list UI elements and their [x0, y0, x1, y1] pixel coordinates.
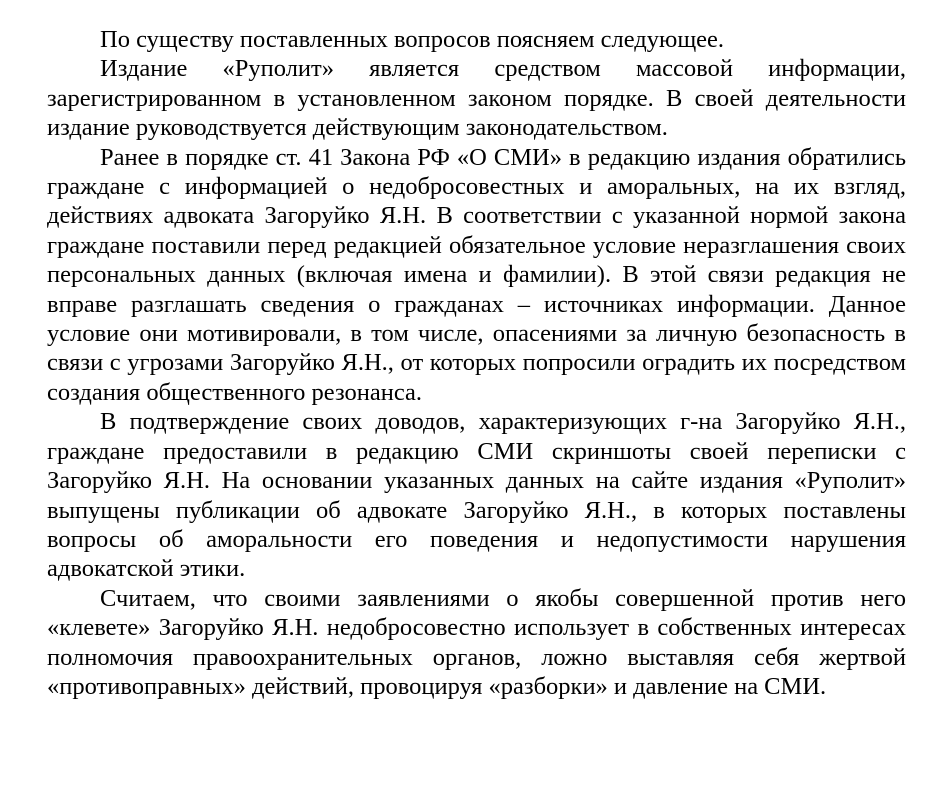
paragraph-conclusion: Считаем, что своими заявлениями о якобы совершенной против него «клевете» Загоруйко Я.Н. недобросовестно использует в собственных интересах полномочия правоохранительных органов, ложно выставляя себя жертвой «противоправных» действий, провоцируя «разборки» и давление на СМИ.: [47, 584, 906, 700]
paragraph-evidence: В подтверждение своих доводов, характеризующих г-на Загоруйко Я.Н., граждане предоставили в редакцию СМИ скриншоты своей переписки с Загоруйко Я.Н. На основании указанных данных на сайте издания «Руполит» выпущены публикации об адвокате Загоруйко Я.Н., в которых поставлены вопросы об аморальности его поведения и недопустимости нарушения адвокатской этики.: [47, 408, 906, 583]
paragraph-intro: По существу поставленных вопросов поясняем следующее.: [100, 26, 725, 53]
paragraph-publication-status: Издание «Руполит» является средством массовой информации, зарегистрированном в установленном законом порядке. В своей деятельности издание руководствуется действующим законодательством.: [47, 55, 906, 142]
document-body: [47, 25, 906, 701]
paragraph-citizens-appeal: Ранее в порядке ст. 41 Закона РФ «О СМИ» в редакцию издания обратились граждане с информацией о недобросовестных и аморальных, на их взгляд, действиях адвоката Загоруйко Я.Н. В соответствии с указанной нормой закона граждане поставили перед редакцией обязательное условие неразглашения своих персональных данных (включая имена и фамилии). В этой связи редакция не вправе разглашать сведения о гражданах – источниках информации. Данное условие они мотивировали, в том числе, опасениями за личную безопасность в связи с угрозами Загоруйко Я.Н., от которых попросили оградить их посредством создания общественного резонанса.: [47, 143, 906, 406]
